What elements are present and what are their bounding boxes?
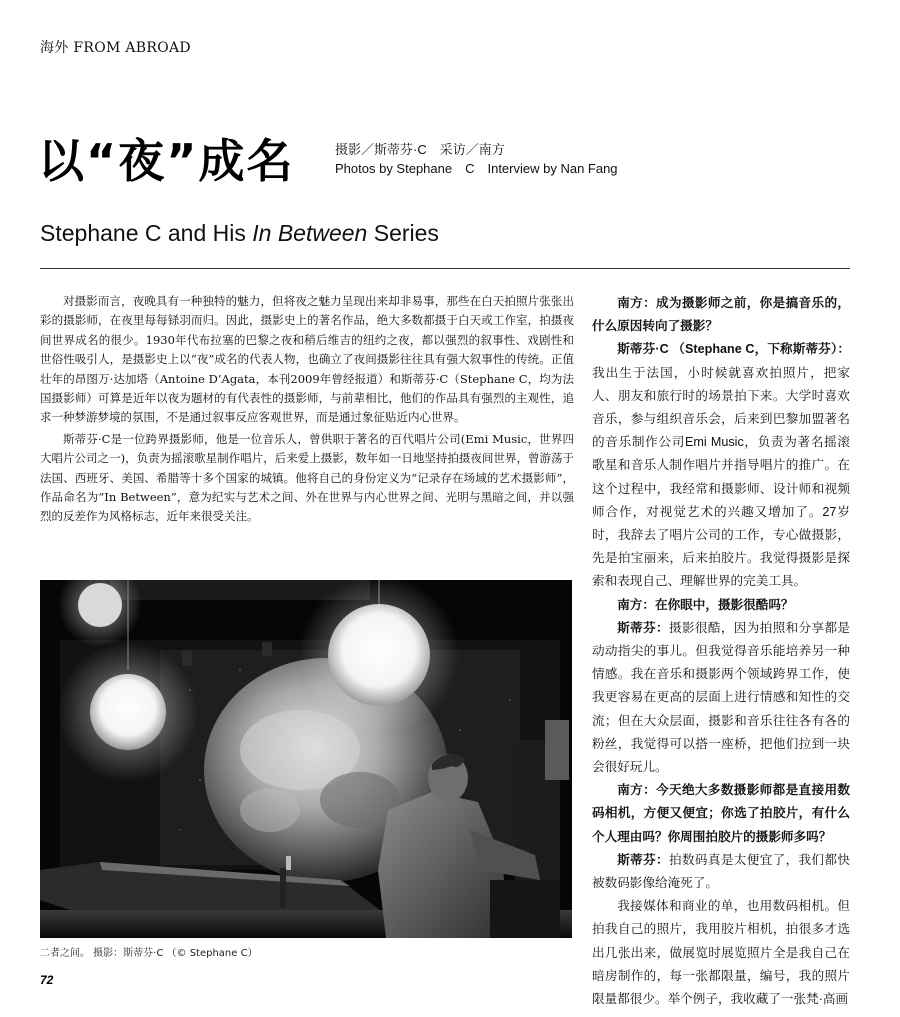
question-1: 南方：成为摄影师之前，你是搞音乐的，什么原因转向了摄影？ [592,296,850,334]
answer-1-speaker: 斯蒂芬·C （Stephane C，下称斯蒂芬）： [617,342,850,357]
credits-english: Photos by Stephane C Interview by Nan Fang [335,161,618,176]
intro-paragraph-1: 对摄影而言，夜晚具有一种独特的魅力，但将夜之魅力呈现出来却非易事，那些在白天拍照片张张出彩的摄影师，在夜里每每铩羽而归。因此，摄影史上的著名作品，绝大多数都摄于白天或工作室，拍摄夜间世界成名的很少。1930年代布拉塞的巴黎之夜和稍后维吉的纽约之夜，都以强烈的叙事性、戏剧性和世俗性吸引人，是摄影史上以“夜”成名的代表人物，也确立了夜间摄影往往具有强大叙事性的传统。正值壮年的昂图万·达加塔（Antoine D’Agata，本刊2009年曾经报道）和斯蒂芬·C（Stephane C，均为法国摄影师）可算是近年以夜为题材的有代表性的摄影师，与前辈相比，他们的作品具有强烈的主观性，追求一种梦游梦境的氛围，不是通过叙事反应客观世界，而是通过象征贴近内心世界。 [40,294,574,425]
answer-3-speaker: 斯蒂芬： [617,852,670,867]
article-title: 以“夜”成名 [38,134,295,188]
article-subtitle [40,220,439,247]
answer-2-speaker: 斯蒂芬： [617,620,670,635]
intro-paragraph-2: 斯蒂芬·C是一位跨界摄影师，他是一位音乐人，曾供职于著名的百代唱片公司(Emi Music，世界四大唱片公司之一)，负责为摇滚歌星制作唱片，后来爱上摄影，数年如一日地坚持拍摄夜间世界，曾游荡于法国、西班牙、美国、希腊等十多个国家的城镇。他将自己的身份定义为“记录存在场域的艺术摄影师”，作品命名为“In Between”，意为纪实与艺术之间、外在世界与内心世界之间、光明与黑暗之间，并以强烈的反差作为风格标志，近年来很受关注。 [40,431,574,524]
answer-2-text: 摄影很酷，因为拍照和分享都是动动指尖的事儿。但我觉得音乐能培养另一种情感。我在音乐和摄影两个领域跨界工作，使我更容易在更高的层面上进行情感和知性的交流；但在大众层面，摄影和音乐往往各有各的粉丝，我觉得可以搭一座桥，把他们拉到一块会很好玩儿。 [592,620,851,775]
subtitle-end: Series [367,220,439,246]
answer-3 [592,849,850,895]
answer-3-text: 拍数码真是太便宜了，我们都快被数码影像给淹死了。 [592,852,851,891]
page-number: 72 [40,973,54,987]
photo-caption: 二者之间。 摄影：斯蒂芬·C （© Stephane C） [40,948,258,959]
subtitle-series-name: In Between [252,220,368,246]
article-photo [40,580,572,938]
intro-column [40,292,574,529]
subtitle-start: Stephane C and His [40,220,253,246]
section-tag: 海外 FROM ABROAD [40,40,191,56]
question-3: 南方：今天绝大多数摄影师都是直接用数码相机，方便又便宜；你选了拍胶片，有什么个人理由吗？你周围拍胶片的摄影师多吗？ [592,783,850,844]
answer-1 [592,338,850,593]
question-2: 南方：在你眼中，摄影很酷吗？ [617,597,794,612]
interview-column [592,292,850,1011]
credits [335,140,618,178]
header-divider [40,268,850,269]
answer-1-text: 我出生于法国，小时候就喜欢拍照片，把家人、朋友和旅行时的场景拍下来。大学时喜欢音乐，参与组织音乐会，后来到巴黎加盟著名的音乐制作公司Emi Music，负责为著名摇滚歌星和音乐人制作唱片并指导唱片的推广。在这个过程中，我经常和摄影师、设计师和视频师合作，对视觉艺术的兴趣又增加了。27岁时，我辞去了唱片公司的工作，专心做摄影，先是拍宝丽来，后来拍胶片。我觉得摄影是探索和表现自己、理解世界的完美工具。 [592,365,850,589]
credits-chinese: 摄影／斯蒂芬·C 采访／南方 [335,142,505,157]
answer-3-continued: 我接媒体和商业的单，也用数码相机。但拍我自己的照片，我用胶片相机，拍很多才选出几张出来，做展览时展览照片全是我自己在暗房制作的，每一张都限量，编号，我的照片限量都很少。举个例子，我收藏了一张梵·高画 [592,899,850,1007]
night-stage-photo [40,580,572,938]
answer-2 [592,617,850,779]
